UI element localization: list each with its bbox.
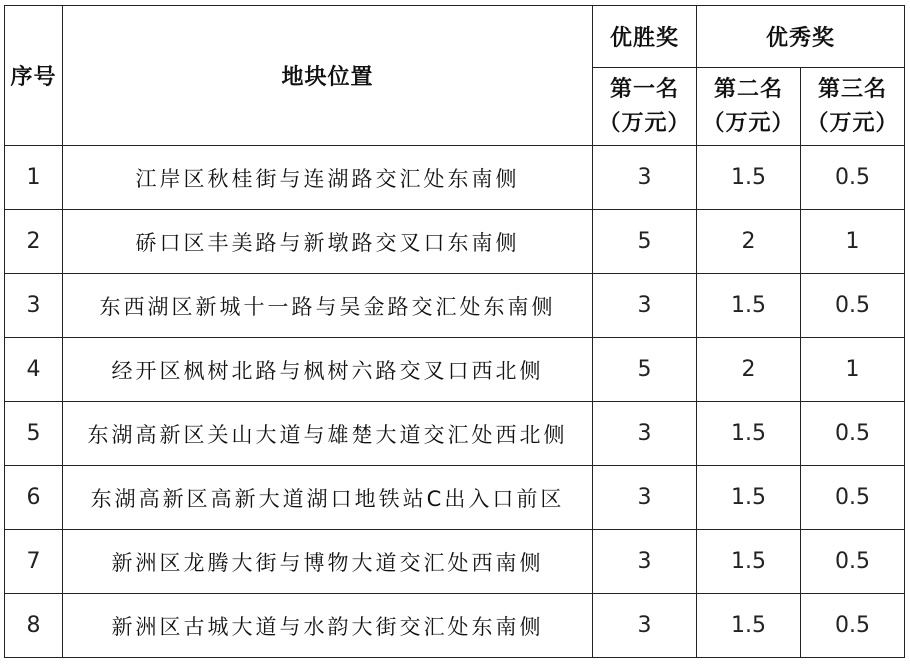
row-location-cell: 经开区枫树北路与枫树六路交叉口西北侧 bbox=[63, 338, 593, 402]
header-location: 地块位置 bbox=[63, 6, 593, 146]
row-first-prize-cell: 3 bbox=[593, 594, 697, 658]
row-first-prize-cell: 3 bbox=[593, 466, 697, 530]
table-row bbox=[5, 274, 905, 338]
table-row bbox=[5, 210, 905, 274]
header-index: 序号 bbox=[5, 6, 63, 146]
row-index-cell: 2 bbox=[5, 210, 63, 274]
row-index-cell: 3 bbox=[5, 274, 63, 338]
row-third-prize-cell: 0.5 bbox=[801, 530, 905, 594]
row-index-cell: 1 bbox=[5, 146, 63, 210]
table-row bbox=[5, 146, 905, 210]
row-location-cell: 硚口区丰美路与新墩路交叉口东南侧 bbox=[63, 210, 593, 274]
header-first-place-label: 第一名 bbox=[609, 76, 679, 102]
table-row bbox=[5, 466, 905, 530]
row-location-cell: 东湖高新区关山大道与雄楚大道交汇处西北侧 bbox=[63, 402, 593, 466]
row-first-prize-cell: 3 bbox=[593, 402, 697, 466]
header-third-place-unit: （万元） bbox=[806, 110, 899, 136]
row-second-prize-cell: 1.5 bbox=[697, 274, 801, 338]
header-first-place bbox=[593, 68, 697, 146]
table-row bbox=[5, 594, 905, 658]
header-third-place bbox=[801, 68, 905, 146]
header-first-place-unit: （万元） bbox=[598, 110, 691, 136]
header-excellent-award: 优秀奖 bbox=[697, 6, 905, 68]
row-second-prize-cell: 1.5 bbox=[697, 146, 801, 210]
header-second-place-unit: （万元） bbox=[702, 110, 795, 136]
row-third-prize-cell: 0.5 bbox=[801, 466, 905, 530]
row-second-prize-cell: 1.5 bbox=[697, 594, 801, 658]
row-third-prize-cell: 0.5 bbox=[801, 274, 905, 338]
row-index-cell: 6 bbox=[5, 466, 63, 530]
row-index-cell: 8 bbox=[5, 594, 63, 658]
row-second-prize-cell: 1.5 bbox=[697, 466, 801, 530]
header-third-place-label: 第三名 bbox=[818, 76, 888, 102]
row-third-prize-cell: 1 bbox=[801, 338, 905, 402]
row-location-cell: 新洲区古城大道与水韵大街交汇处东南侧 bbox=[63, 594, 593, 658]
row-index-cell: 5 bbox=[5, 402, 63, 466]
row-third-prize-cell: 0.5 bbox=[801, 402, 905, 466]
row-second-prize-cell: 2 bbox=[697, 210, 801, 274]
row-location-cell: 江岸区秋桂街与连湖路交汇处东南侧 bbox=[63, 146, 593, 210]
row-first-prize-cell: 5 bbox=[593, 338, 697, 402]
table-body bbox=[5, 146, 905, 658]
row-second-prize-cell: 1.5 bbox=[697, 530, 801, 594]
row-second-prize-cell: 1.5 bbox=[697, 402, 801, 466]
table-row bbox=[5, 530, 905, 594]
row-index-cell: 4 bbox=[5, 338, 63, 402]
award-table-container bbox=[4, 5, 905, 658]
row-second-prize-cell: 2 bbox=[697, 338, 801, 402]
row-location-cell: 东湖高新区高新大道湖口地铁站C出入口前区 bbox=[63, 466, 593, 530]
row-third-prize-cell: 0.5 bbox=[801, 146, 905, 210]
award-table bbox=[4, 5, 905, 658]
row-location-cell: 新洲区龙腾大街与博物大道交汇处西南侧 bbox=[63, 530, 593, 594]
table-row bbox=[5, 402, 905, 466]
row-first-prize-cell: 3 bbox=[593, 274, 697, 338]
table-row bbox=[5, 338, 905, 402]
row-location-cell: 东西湖区新城十一路与吴金路交汇处东南侧 bbox=[63, 274, 593, 338]
header-winner-award: 优胜奖 bbox=[593, 6, 697, 68]
row-index-cell: 7 bbox=[5, 530, 63, 594]
header-second-place bbox=[697, 68, 801, 146]
row-third-prize-cell: 1 bbox=[801, 210, 905, 274]
row-first-prize-cell: 5 bbox=[593, 210, 697, 274]
row-first-prize-cell: 3 bbox=[593, 146, 697, 210]
header-second-place-label: 第二名 bbox=[713, 76, 783, 102]
row-third-prize-cell: 0.5 bbox=[801, 594, 905, 658]
row-first-prize-cell: 3 bbox=[593, 530, 697, 594]
